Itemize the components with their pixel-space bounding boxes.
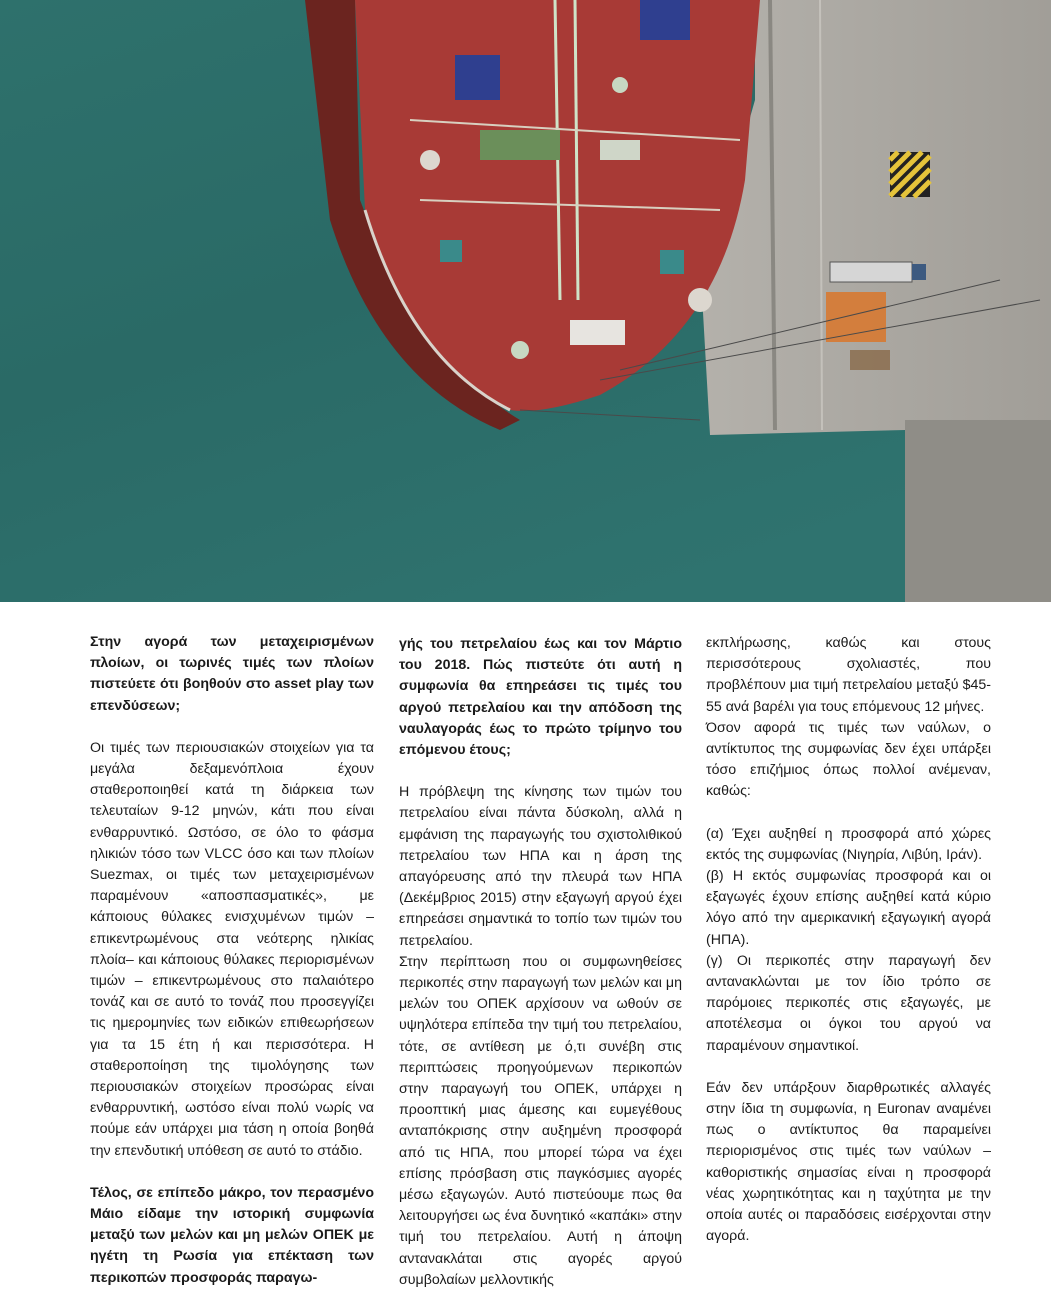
column-2 [399,634,682,1291]
question-2-start: Τέλος, σε επίπεδο μάκρο, τον περασμένο Μάιο είδαμε την ιστορική συμφωνία μεταξύ των μελών και μη μελών ΟΠΕΚ με ηγέτη τη Ρωσία για επέκταση των περικοπών προσφοράς παραγω- [90,1184,374,1286]
question-1: Στην αγορά των μεταχειρισμένων πλοίων, οι τωρινές τιμές των πλοίων πιστεύετε ότι βοηθούν στο asset play των επενδύσεων; [90,634,374,714]
truck [830,262,912,282]
answer-2-paragraph-3: Όσον αφορά τις τιμές των ναύλων, ο αντίκτυπος της συμφωνίας δεν έχει υπάρξει τόσο επιζήμιος όπως πολλοί ανέμεναν, καθώς: [706,719,991,800]
answer-2-paragraph-1: Η πρόβλεψη της κίνησης των τιμών του πετρελαίου είναι πάντα δύσκολη, αλλά η εμφάνιση της παραγωγής του σχιστολιθικού πετρελαίου των ΗΠΑ και η άρση της απαγόρευσης από την πλευρά των ΗΠΑ (Δεκέμβριος 2015) στην εξαγωγή αργού έχει επηρεάσει σημαντικά το τοπίο των τιμών του πετρελαίου. [399,784,682,949]
answer-1: Οι τιμές των περιουσιακών στοιχείων για τα μεγάλα δεξαμενόπλοια έχουν σταθεροποιηθεί κατά τη διάρκεια των τελευταίων 9-12 μηνών, κάτι που είναι ενθαρρυντικό. Ωστόσο, σε όλο το φάσμα ηλικιών τόσο των VLCC όσο και των πλοίων Suezmax, οι τιμές των μεταχειρισμένων παραμένουν «αποσπασματικές», με κάποιους θύλακες ενισχυμένων τιμών –επικεντρωμένους στα νεότερης ηλικίας πλοία– και κάποιους θύλακες περιορισμένων τιμών – επικεντρωμένους στο παλαιότερο τονάζ και σε αυτό το τονάζ που προσεγγίζει τις ημερομηνίες των ειδικών επιθεωρήσεων για τα 15 έτη ή και περισσότερα. Η σταθεροποίηση της τιμολόγησης των περιουσιακών στοιχείων προσώρας είναι ενθαρρυντική, ωστόσο είναι πολύ νωρίς να πούμε εάν υπάρχει μια τάση η οποία βοηθά την επενδυτική υπόθεση σε αυτό το στάδιο. [90,739,374,1159]
column-1 [90,632,374,1289]
list-item-a: (α) Έχει αυξηθεί η προσφορά από χώρες εκτός της συμφωνίας (Νιγηρία, Λιβύη, Ιράν). [706,825,991,863]
orange-equipment [826,292,886,342]
lower-quay [905,420,1051,602]
column-3 [706,633,991,1247]
question-2-end: γής του πετρελαίου έως και τον Μάρτιο του 2018. Πώς πιστεύτε ότι αυτή η συμφωνία θα επηρεάσει τις τιμές του αργού πετρελαίου και την απόδοση της ναυλαγοράς έως το πρώτο τρίμηνο του επόμενου έτους; [399,636,682,759]
answer-2-paragraph-2: Στην περίπτωση που οι συμφωνηθείσες περικοπές στην παραγωγή των μελών και μη μελών του ΟΠΕΚ αρχίσουν να ωθούν σε υψηλότερα επίπεδα την τιμή του πετρελαίου, τότε, σε αντίθεση με ό,τι συνέβη στις περιπτώσεις προηγούμενων περικοπών στην παραγωγή του ΟΠΕΚ, υπάρχει η προοπτική μιας άμεσης και ευμεγέθους ανταπόκρισης στην αυξημένη προσφορά από τις ΗΠΑ, που μπορεί τώρα να έχει επίσης πρόσβαση στις παγκόσμιες αγορές μέσω εξαγωγών. Αυτό πιστεύουμε πως θα λειτουργήσει ως ένα δυνητικό «καπάκι» στην τιμή του πετρελαίου. Αυτή η άποψη αντανακλάται στις αγορές αργού συμβολαίων μελλοντικής [399,953,682,1288]
list-item-c: (γ) Οι περικοπές στην παραγωγή δεν αντανακλώνται με τον ίδιο τρόπο σε παρόμοιες περικοπές στις εξαγωγές, με αποτέλεσμα οι όγκοι του αργού να παραμένουν σημαντικοί. [706,952,991,1054]
hazard-marking [890,152,930,197]
list-item-b: (β) Η εκτός συμφωνίας προσφορά και οι εξαγωγές έχουν επίσης αυξηθεί κατά κύριο λόγο από την αμερικανική εξαγωγική αγορά (ΗΠΑ). [706,868,991,948]
answer-2-paragraph-2-end: εκπλήρωσης, καθώς και στους περισσότερους σχολιαστές, που προβλέπουν μια τιμή πετρελαίου μεταξύ $45-55 ανά βαρέλι για τους επόμενους 12 μήνες. [706,635,991,715]
tanker-aerial-photo [0,0,1051,602]
answer-2-paragraph-4: Εάν δεν υπάρξουν διαρθρωτικές αλλαγές στην ίδια τη συμφωνία, η Euronav αναμένει πως ο αντίκτυπος θα παραμείνει περιορισμένος στις τιμές των ναύλων – καθοριστικής σημασίας είναι η προσφορά νέας χωρητικότητας και η ταχύτητα με την οποία αυτές οι παραδόσεις εισέρχονται στην αγορά. [706,1079,991,1245]
